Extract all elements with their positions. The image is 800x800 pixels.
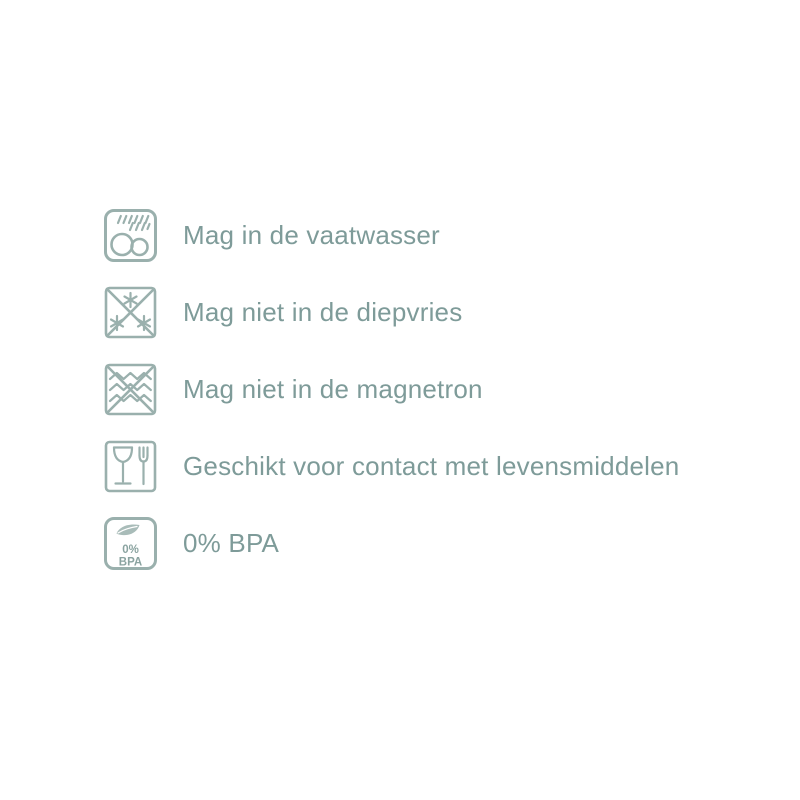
no-freezer-icon: [103, 285, 158, 340]
no-microwave-icon: [103, 362, 158, 417]
feature-row-dishwasher-safe: [103, 208, 679, 263]
feature-label: Mag niet in de magnetron: [183, 374, 483, 404]
feature-label: Geschikt voor contact met levensmiddelen: [183, 451, 680, 481]
dishwasher-safe-icon: [103, 208, 158, 263]
feature-row-bpa-free: [103, 516, 679, 571]
feature-label: 0% BPA: [183, 528, 280, 558]
product-care-symbols-list: [103, 208, 679, 571]
food-contact-safe-icon: [103, 439, 158, 494]
bpa-icon-text-percent: 0%: [122, 544, 139, 556]
feature-row-no-microwave: [103, 362, 679, 417]
bpa-free-icon: [103, 516, 158, 571]
feature-label: Mag niet in de diepvries: [183, 297, 463, 327]
bpa-icon-text-bpa: BPA: [118, 556, 143, 569]
feature-row-food-contact-safe: [103, 439, 679, 494]
leaf-glyph: [117, 524, 140, 535]
feature-row-no-freezer: [103, 285, 679, 340]
feature-label: Mag in de vaatwasser: [183, 220, 440, 250]
